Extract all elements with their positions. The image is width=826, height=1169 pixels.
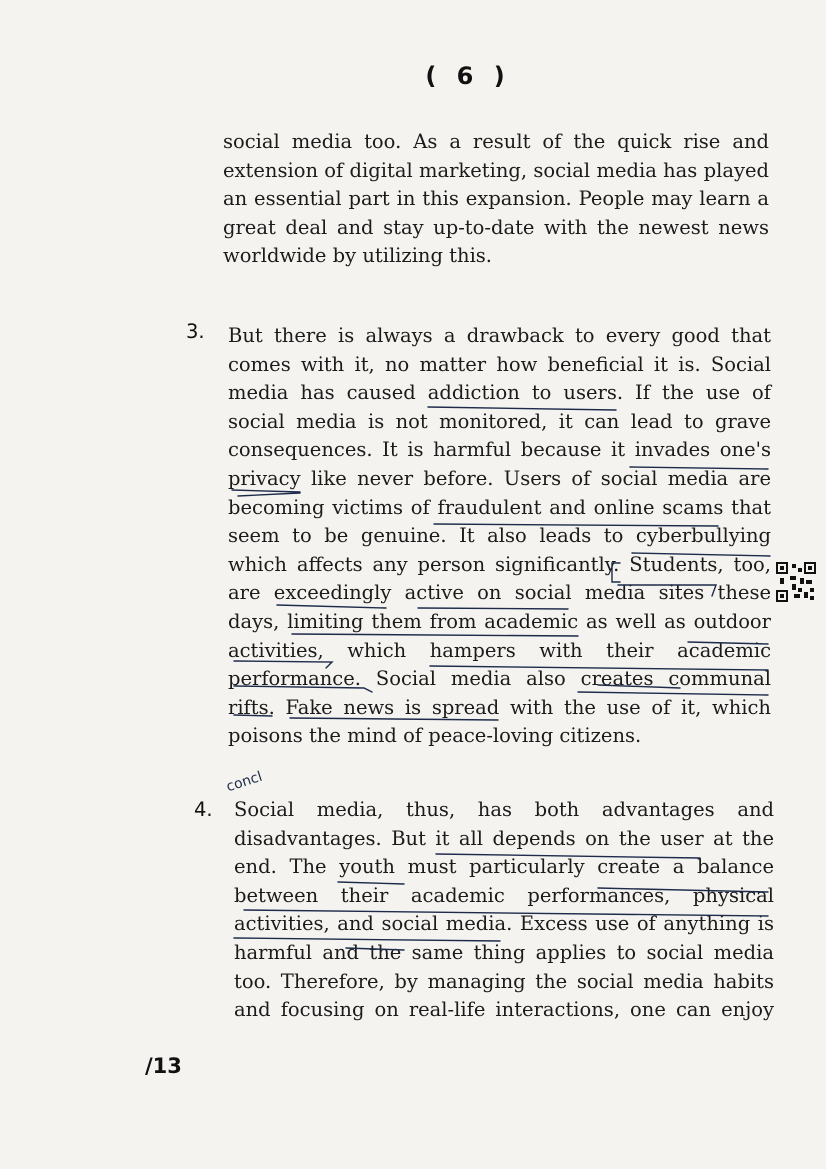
text-line: Social media, thus, has both advantages and — [234, 798, 774, 821]
point-4-number: 4. — [194, 798, 213, 821]
intro-paragraph — [223, 128, 769, 271]
text-line: But there is always a drawback to every good that — [228, 324, 771, 347]
point-4-paragraph — [234, 796, 774, 1025]
text-line: privacy like never before. Users of social media are — [228, 466, 771, 490]
text-line: worldwide by utilizing this. — [223, 244, 493, 268]
text-line: rifts. Fake news is spread with the use of it, which — [228, 695, 771, 719]
page-number: ( 6 ) — [425, 62, 511, 90]
text-line: media has caused addiction to users. If the use of — [228, 381, 771, 405]
text-line: an essential part in this expansion. People may learn a — [223, 187, 769, 211]
point-3-paragraph — [228, 322, 771, 751]
text-line: are exceedingly active on social media sites these — [228, 581, 771, 605]
text-line: disadvantages. But it all depends on the user at the — [234, 826, 774, 850]
text-line: activities, and social media. Excess use of anything is — [234, 912, 774, 936]
text-line: end. The youth must particularly create a balance — [234, 855, 774, 879]
text-line: activities, which hampers with their academic — [228, 638, 771, 662]
text-line: seem to be genuine. It also leads to cyberbullying — [228, 524, 771, 548]
text-line: harmful and the same thing applies to social media — [234, 940, 774, 964]
question-paper-code: /13 — [145, 1054, 182, 1078]
text-line: social media too. As a result of the quick rise and — [223, 130, 769, 153]
point-3-number: 3. — [186, 320, 205, 343]
text-line: between their academic performances, physical — [234, 883, 774, 907]
text-line: social media is not monitored, it can lead to grave — [228, 409, 771, 433]
handwritten-margin-note: concl — [224, 768, 265, 796]
text-line: poisons the mind of peace-loving citizens. — [228, 724, 642, 748]
text-line: days, limiting them from academic as well as outdoor — [228, 609, 771, 633]
qr-code-icon — [776, 562, 816, 602]
text-line: too. Therefore, by managing the social media habits — [234, 969, 774, 993]
text-line: great deal and stay up-to-date with the newest news — [223, 215, 769, 239]
text-line: which affects any person significantly. Students, too, — [228, 552, 771, 576]
text-line: and focusing on real-life interactions, one can enjoy — [234, 998, 774, 1022]
text-line: becoming victims of fraudulent and online scams that — [228, 495, 771, 519]
text-line: performance. Social media also creates communal — [228, 667, 771, 691]
text-line: comes with it, no matter how beneficial it is. Social — [228, 352, 771, 376]
text-line: extension of digital marketing, social media has played — [223, 158, 769, 182]
text-line: consequences. It is harmful because it invades one's — [228, 438, 771, 462]
